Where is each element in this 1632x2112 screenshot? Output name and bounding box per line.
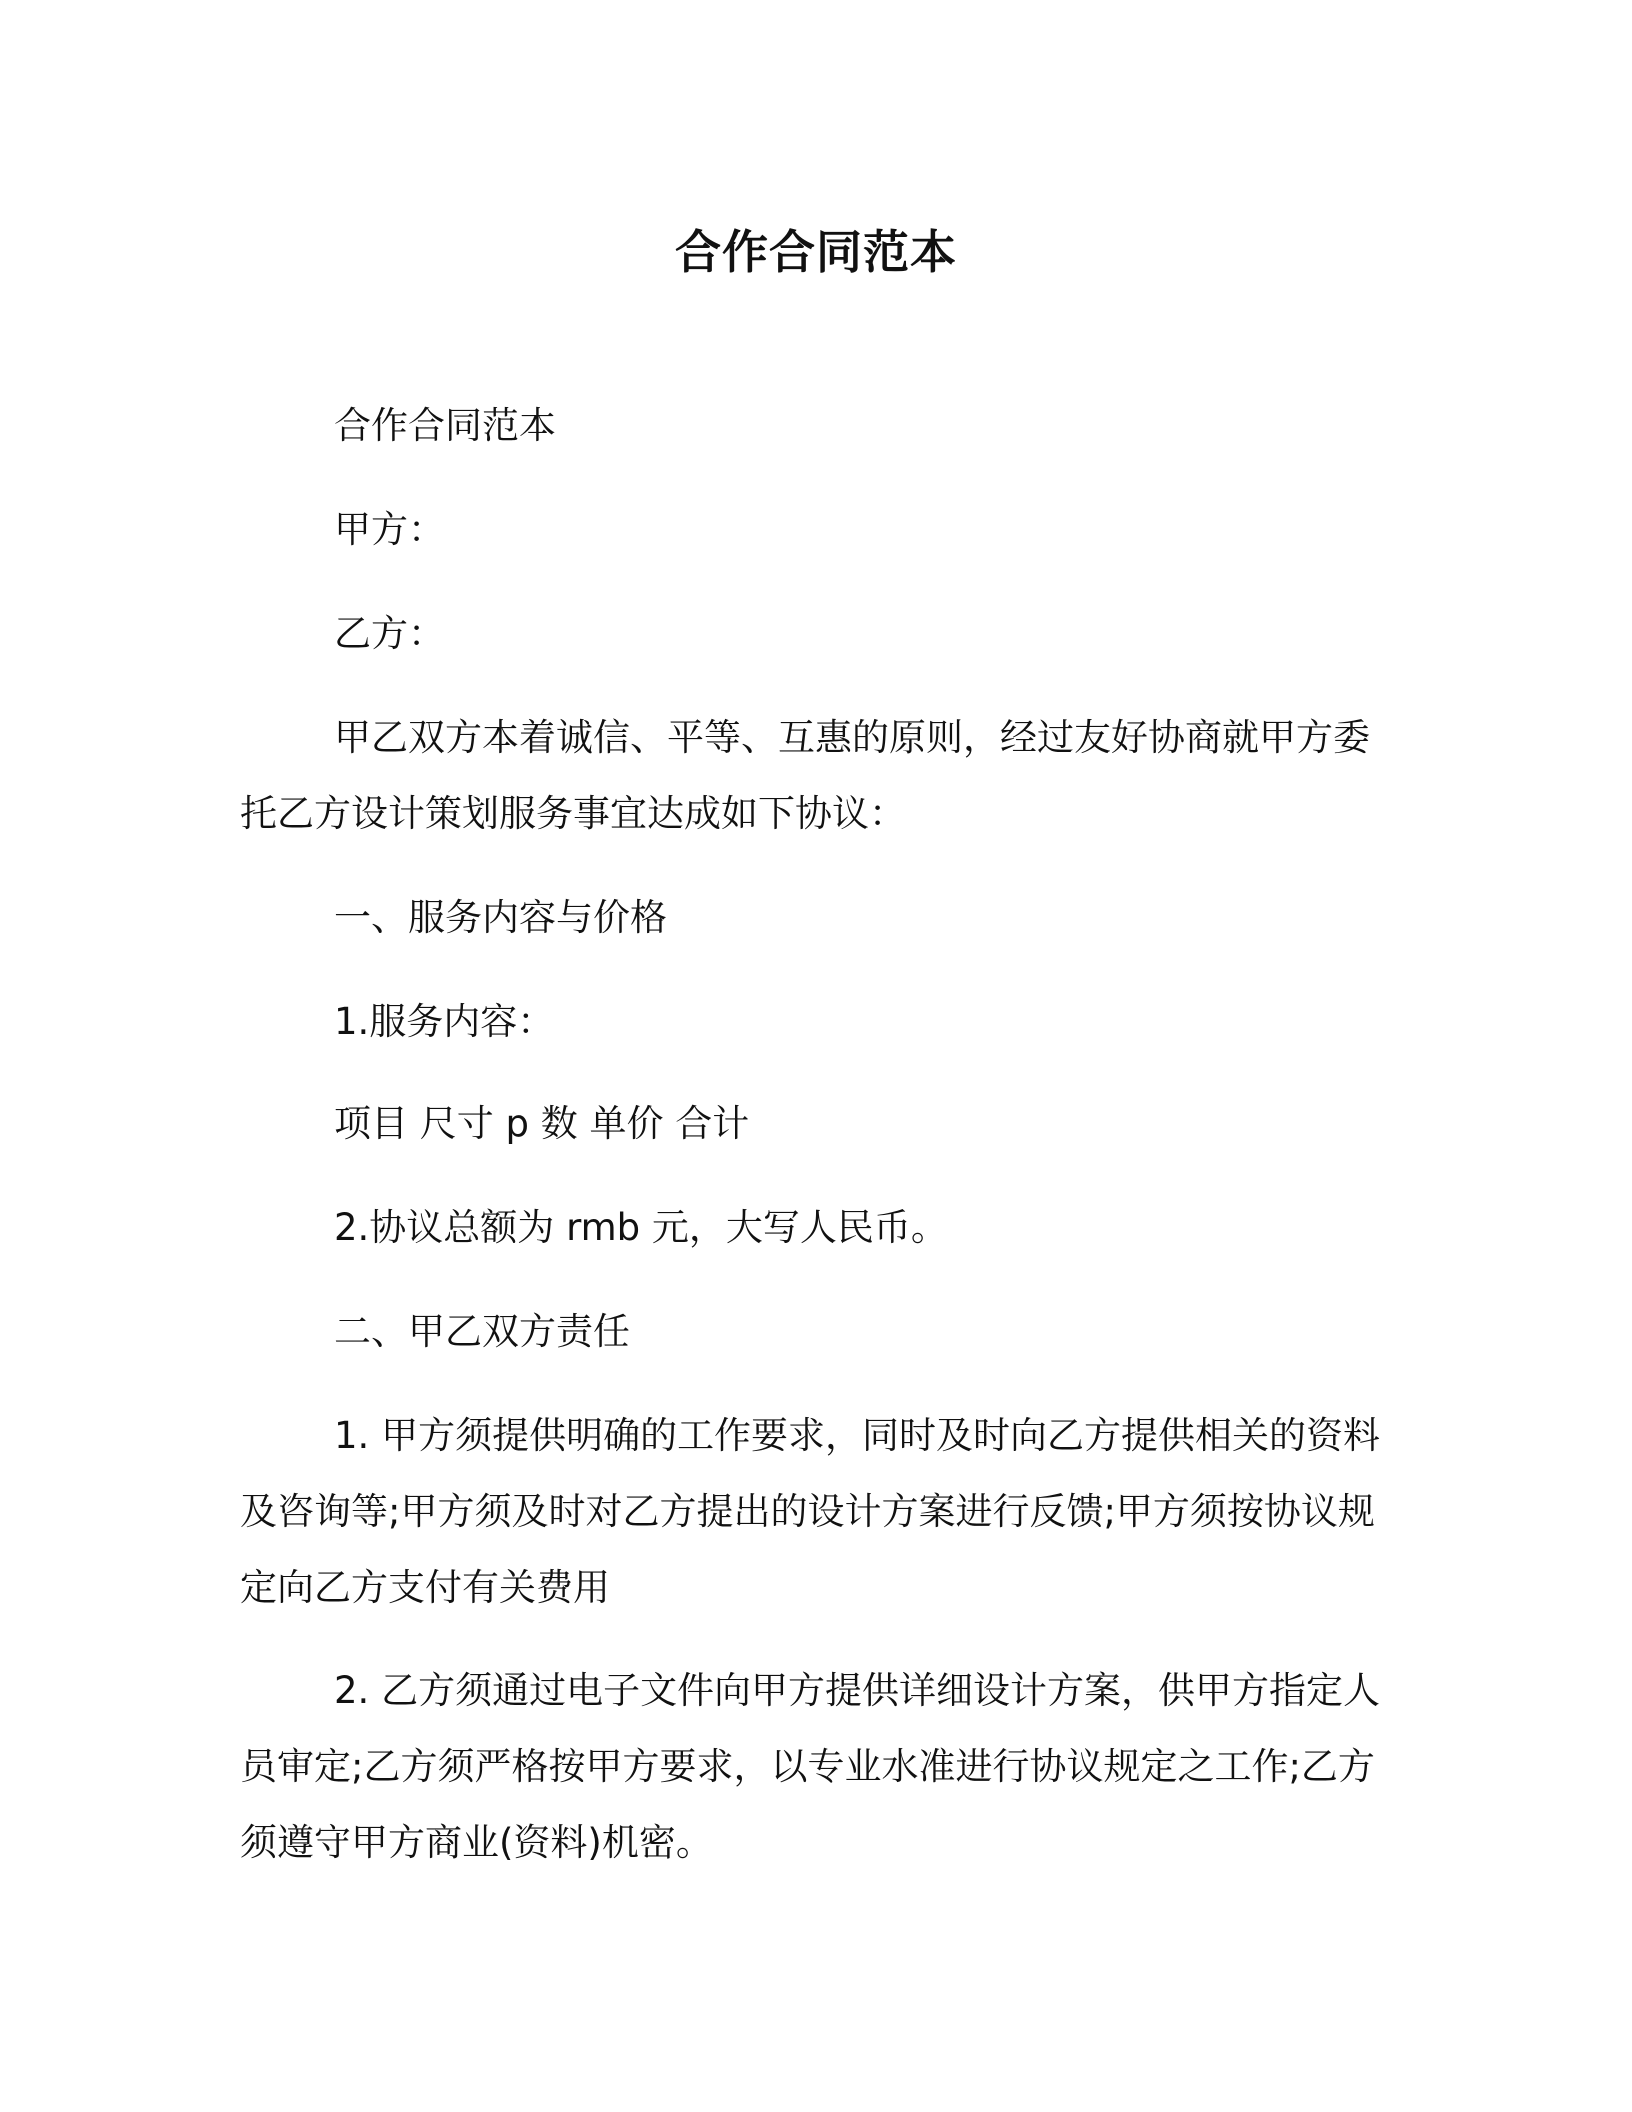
paragraph-preamble: 甲乙双方本着诚信、平等、互惠的原则，经过友好协商就甲方委托乙方设计策划服务事宜达成如下协议：	[240, 716, 1370, 835]
paragraph-heading: 合作合同范本	[334, 404, 556, 447]
paragraph-party-a: 甲方：	[334, 508, 445, 551]
paragraph-total-amount: 2.协议总额为 rmb 元，大写人民币。	[334, 1206, 948, 1249]
section-heading-responsibilities: 二、甲乙双方责任	[334, 1310, 630, 1353]
paragraph-party-b: 乙方：	[334, 612, 445, 655]
paragraph-table-header: 项目 尺寸 p 数 单价 合计	[334, 1102, 750, 1145]
paragraph-party-a-duties: 1. 甲方须提供明确的工作要求，同时及时向乙方提供相关的资料及咨询等;甲方须及时对乙方提出的设计方案进行反馈;甲方须按协议规定向乙方支付有关费用	[240, 1414, 1381, 1609]
section-heading-services: 一、服务内容与价格	[334, 896, 667, 939]
document-title: 合作合同范本	[675, 225, 957, 279]
paragraph-service-content: 1.服务内容：	[334, 1000, 555, 1043]
paragraph-party-b-duties: 2. 乙方须通过电子文件向甲方提供详细设计方案，供甲方指定人员审定;乙方须严格按甲方要求，以专业水准进行协议规定之工作;乙方须遵守甲方商业(资料)机密。	[240, 1669, 1381, 1864]
